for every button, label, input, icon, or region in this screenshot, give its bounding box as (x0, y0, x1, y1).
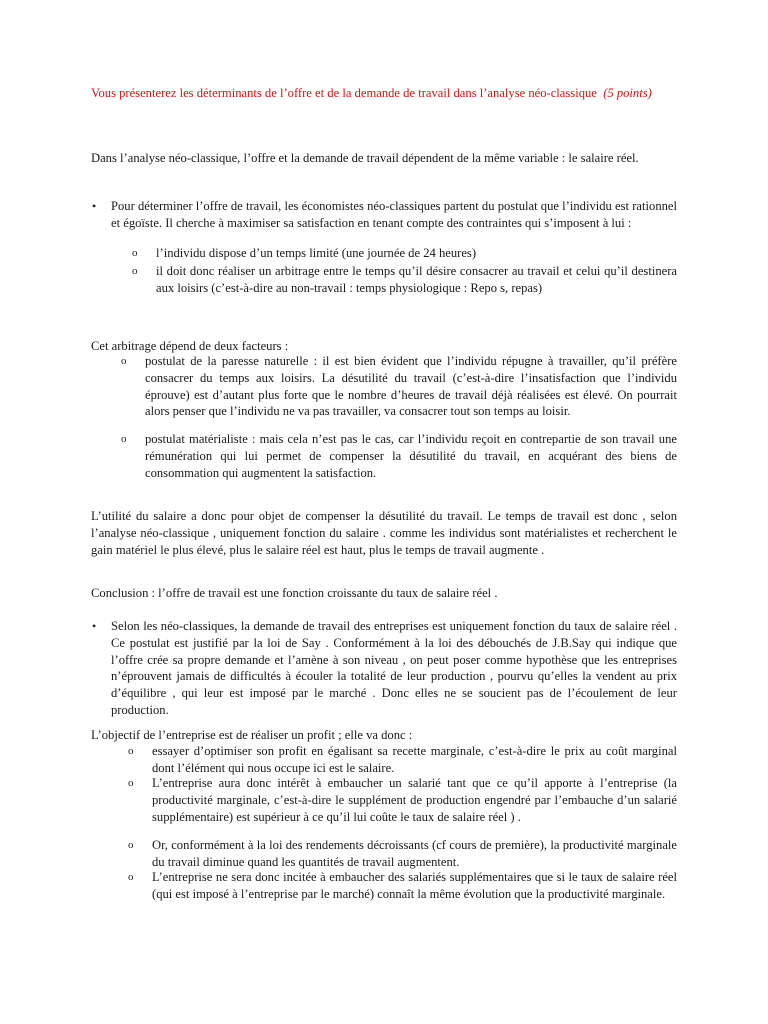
sub-marker: o (128, 777, 134, 789)
question-text: Vous présenterez les déterminants de l’offre et de la demande de travail dans l’analyse néo-classique (91, 86, 597, 100)
objectif-sub4: L’entreprise ne sera donc incitée à embaucher des salariés supplémentaires que si le taux de salaire réel (qui est imposé à l’entreprise par le marché) connaît la même évolution que la productivité marginale. (152, 870, 677, 901)
sub-marker: o (132, 247, 138, 259)
intro-paragraph: Dans l’analyse néo-classique, l’offre et la demande de travail dépendent de la même variable : le salaire réel. (91, 151, 639, 165)
offre-paragraph: Pour déterminer l’offre de travail, les économistes néo-classiques partent du postulat que l’individu est rationnel et égoïste. Il cherche à maximiser sa satisfaction en tenant compte des contraintes qui s’imposent à lui : (111, 199, 677, 230)
sub-marker: o (128, 871, 134, 883)
question-points: (5 points) (603, 86, 652, 100)
question-heading (91, 85, 677, 102)
offre-sub2: il doit donc réaliser un arbitrage entre le temps qu’il désire consacrer au travail et celui qu’il destinera aux loisirs (c’est-à-dire au non-travail : temps physiologique : Repo s, repas) (156, 264, 677, 295)
sub-marker: o (121, 355, 127, 367)
utilite-paragraph: L’utilité du salaire a donc pour objet de compenser la désutilité du travail. Le temps de travail est donc , selon l’analyse néo-classique , uniquement fonction du salaire . comme les individus sont matérialistes et recherchent le gain matériel le plus élevé, plus le salaire réel est haut, plus le temps de travail augmente . (91, 509, 677, 557)
conclusion-paragraph: Conclusion : l’offre de travail est une fonction croissante du taux de salaire réel . (91, 586, 498, 600)
sub-marker: o (128, 839, 134, 851)
demande-paragraph: Selon les néo-classiques, la demande de travail des entreprises est uniquement fonction du taux de salaire réel . Ce postulat est justifié par la loi de Say . Conformément à la loi des débouchés de J.B.Say qui indique que l’offre crée sa propre demande et l’amène à son niveau , on peut poser comme hypothèse que les entreprises n’éprouvent jamais de difficultés à écouler la totalité de leur production , pourvu qu’elles la vendent au prix d’équilibre , qui leur est imposé par le marché . Donc elles ne se soucient pas de l’écoulement de leur production. (111, 619, 677, 717)
bullet-offre: • (92, 199, 97, 213)
objectif-sub3: Or, conformément à la loi des rendements décroissants (cf cours de première), la productivité marginale du travail diminue quand les quantités de travail augmentent. (152, 838, 677, 869)
objectif-sub2: L’entreprise aura donc intérêt à embaucher un salarié tant que ce qu’il apporte à l’entreprise (la productivité marginale, c’est-à-dire le supplément de production engendré par l’embauche d’un salarié supplémentaire) est supérieur à ce qu’il lui coûte le taux de salaire réel ) . (152, 776, 677, 824)
arbitrage-intro: Cet arbitrage dépend de deux facteurs : (91, 339, 289, 353)
arbitrage-sub1: postulat de la paresse naturelle : il est bien évident que l’individu répugne à travailler, qu’il préfère consacrer du temps aux loisirs. La désutilité du travail (c’est-à-dire l’insatisfaction que l’individu éprouve) est d’autant plus forte que le nombre d’heures de travail déjà réalisées est élevé. On pourrait alors penser que l’individu ne va pas travailler, va consacrer tout son temps au loisir. (145, 354, 677, 419)
objectif-intro: L’objectif de l’entreprise est de réaliser un profit ; elle va donc : (91, 728, 413, 742)
arbitrage-sub2: postulat matérialiste : mais cela n’est pas le cas, car l’individu reçoit en contrepartie de son travail une rémunération qui lui permet de compenser la désutilité du travail, en acquérant des biens de consommation qui augmentent la satisfaction. (145, 432, 677, 480)
sub-marker: o (121, 433, 127, 445)
sub-marker: o (128, 745, 134, 757)
sub-marker: o (132, 265, 138, 277)
offre-sub1: l’individu dispose d’un temps limité (une journée de 24 heures) (156, 246, 477, 260)
objectif-sub1: essayer d’optimiser son profit en égalisant sa recette marginale, c’est-à-dire le prix au coût marginal dont l’élément qui nous occupe ici est le salaire. (152, 744, 677, 775)
bullet-demande: • (92, 619, 97, 633)
